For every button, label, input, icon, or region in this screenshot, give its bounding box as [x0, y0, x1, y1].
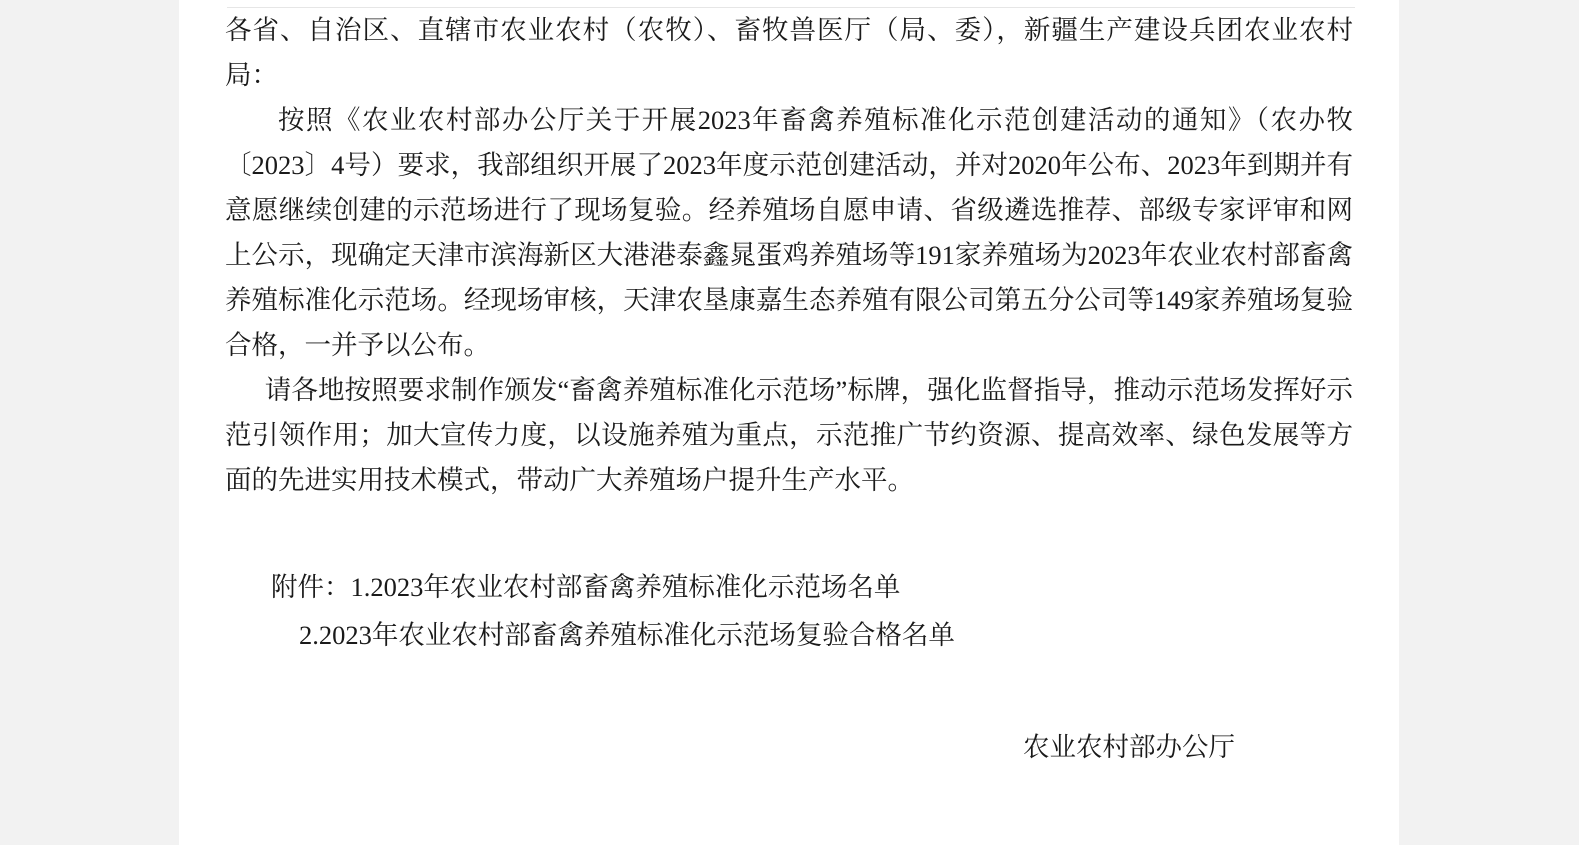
- document-content-area: [179, 7, 1399, 767]
- paragraph-1: 按照《农业农村部办公厅关于开展2023年畜禽养殖标准化示范创建活动的通知》（农办牧〔2023〕4号）要求，我部组织开展了2023年度示范创建活动，并对2020年公布、2023年到期并有意愿继续创建的示范场进行了现场复验。经养殖场自愿申请、省级遴选推荐、部级专家评审和网上公示，现确定天津市滨海新区大港港泰鑫晁蛋鸡养殖场等191家养殖场为2023年农业农村部畜禽养殖标准化示范场。经现场审核，天津农垦康嘉生态养殖有限公司第五分公司等149家养殖场复验合格，一并予以公布。: [225, 105, 1353, 360]
- page-right-gutter: [1399, 0, 1579, 845]
- attachment-item-1: 附件：1.2023年农业农村部畜禽养殖标准化示范场名单: [271, 572, 901, 602]
- document-body: [225, 8, 1353, 503]
- recipient-line: 各省、自治区、直辖市农业农村（农牧）、畜牧兽医厅（局、委），新疆生产建设兵团农业农村局：: [225, 15, 1353, 90]
- document-signature: 农业农村部办公厅: [1023, 732, 1235, 762]
- attachment-item-2: 2.2023年农业农村部畜禽养殖标准化示范场复验合格名单: [299, 620, 955, 650]
- document-sheet: [179, 0, 1399, 845]
- paragraph-2: 请各地按照要求制作颁发“畜禽养殖标准化示范场”标牌，强化监督指导，推动示范场发挥好示范引领作用；加大宣传力度，以设施养殖为重点，示范推广节约资源、提高效率、绿色发展等方面的先进实用技术模式，带动广大养殖场户提升生产水平。: [225, 375, 1353, 495]
- page-left-gutter: [0, 0, 179, 845]
- attachments-block: [225, 563, 1353, 659]
